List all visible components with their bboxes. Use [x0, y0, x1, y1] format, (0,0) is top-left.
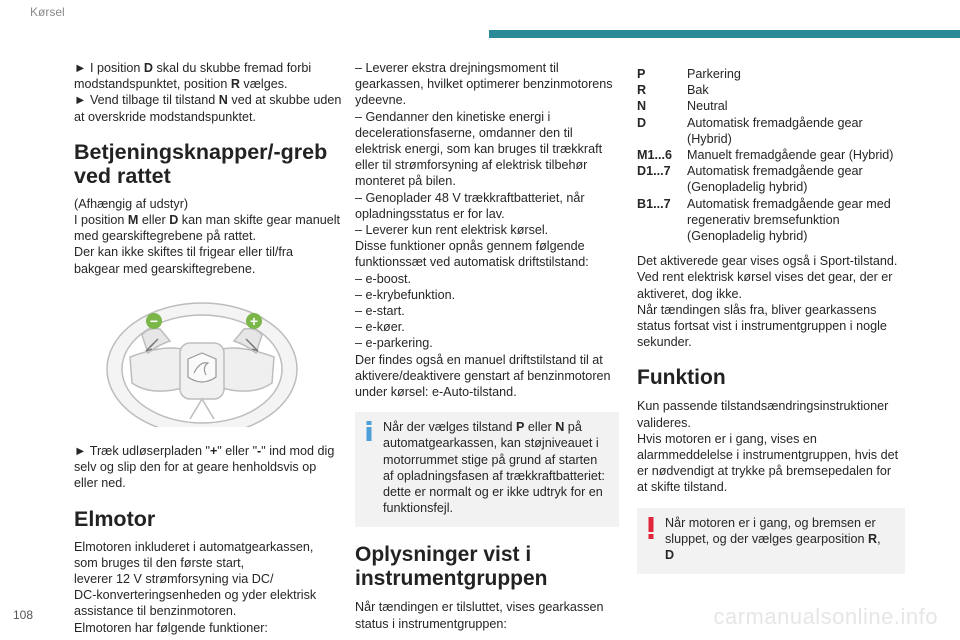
gear-desc: Automatisk fremadgående gear med regenerativ bremsefunktion (Genopladelig hybrid): [687, 196, 891, 244]
paragraph: [74, 539, 342, 636]
gear-key: P: [637, 67, 646, 81]
gear-table: [637, 66, 905, 244]
section-heading: Elmotor: [74, 506, 156, 531]
paragraph: ► I position D skal du skubbe fremad forbi modstandspunktet, position R vælges.: [74, 61, 312, 92]
gear-desc: Manuelt fremadgående gear (Hybrid): [687, 148, 894, 163]
gear-row: [637, 115, 905, 147]
paragraph: Det aktiverede gear vises også i Sport-tilstand. Ved rent elektrisk kørsel vises det gear, der er aktiveret, dog ikke.: [637, 254, 898, 301]
gear-key: D: [637, 115, 647, 130]
text-line: assistance til benzinmotoren.: [74, 604, 237, 619]
text-line: Elmotoren inkluderet i automatgearkassen,: [74, 539, 314, 554]
gear-desc: Neutral: [687, 99, 728, 114]
list-item: – e-start.: [355, 304, 405, 319]
brand-logo: [188, 353, 216, 382]
text-line: Elmotoren har følgende funktioner:: [74, 620, 268, 635]
list-item: – e-køer.: [355, 320, 405, 335]
list-item: – Leverer kun rent elektrisk kørsel.: [355, 223, 549, 238]
paragraph: Der findes også en manuel driftstilstand til at aktivere/deaktivere genstart af benzinmotoren under kørsel: e-Auto-tilstand.: [355, 352, 611, 400]
warning-text: Når motoren er i gang, og bremsen er sluppet, og der vælges gearposition R, D: [665, 515, 881, 563]
paragraph: I position M eller D kan man skifte gear manuelt med gearskiftegrebene på rattet.: [74, 213, 341, 244]
gear-row: [637, 82, 905, 98]
header-accent-bar: [489, 30, 960, 38]
list-item: – Leverer ekstra drejningsmoment til gearkassen, hvilket optimerer benzinmotorens ydeevne.: [355, 61, 613, 108]
section-heading: Funktion: [637, 366, 726, 390]
steering-wheel-illustration: [102, 287, 302, 427]
gear-row: [637, 147, 905, 163]
minus-label: −: [149, 312, 159, 329]
page-number: 108: [13, 608, 34, 622]
list-item: – e-boost.: [355, 271, 412, 286]
info-note: [355, 412, 619, 527]
column-left: [74, 60, 342, 636]
gear-row: [637, 163, 905, 195]
paragraph: Når tændingen slås fra, bliver gearkassens status fortsat vist i instrumentgruppen i nogle sekunder.: [637, 302, 887, 350]
note-text: Når der vælges tilstand P eller N på automatgearkassen, kan støjniveauet i motorrummet stige på grund af starten af opladningsfasen af trækkraftbatteriet: dette er normalt og er ikke udtryk for en funktionsfejl.: [383, 420, 605, 516]
paragraph: ► Vend tilbage til tilstand N ved at skubbe uden at overskride modstandspunktet.: [74, 93, 342, 124]
gear-key: M1...6: [637, 148, 672, 163]
paragraph: ► Træk udløserpladen "+" eller "-" ind mod dig selv og slip den for at geare henholdsvis op eller ned.: [74, 444, 335, 491]
gear-row: [637, 98, 905, 114]
column-right: [637, 60, 905, 574]
paragraph: Kun passende tilstandsændringsinstruktioner valideres.: [637, 399, 889, 430]
list-item: – e-parkering.: [355, 336, 433, 351]
list-item: – e-krybefunktion.: [355, 287, 456, 302]
paragraph: Når tændingen er tilsluttet, vises gearkassen status i instrumentgruppen:: [355, 600, 604, 631]
info-icon: [364, 421, 374, 441]
gear-key: D1...7: [637, 164, 671, 179]
gear-key: R: [637, 83, 647, 98]
column-middle: [355, 60, 619, 632]
gear-desc: Bak: [687, 83, 709, 98]
gear-row: [637, 196, 905, 245]
paragraph: (Afhængig af udstyr): [74, 196, 189, 211]
text-line: DC-konverteringsenheden og yder elektrisk: [74, 588, 317, 603]
gear-desc: Parkering: [687, 67, 741, 81]
list-item: – Gendanner den kinetiske energi i decelerationsfaserne, omdanner den til elektrisk energi, som kan bruges til trækkraft eller til strømforsyning af elektrisk tilbehør monteret på bilen.: [355, 109, 603, 189]
warning-note: [637, 508, 905, 575]
gear-row: [637, 66, 905, 82]
gear-desc: Automatisk fremadgående gear (Hybrid): [687, 115, 863, 146]
text-line: leverer 12 V strømforsyning via DC/: [74, 572, 274, 587]
section-header: Kørsel: [30, 5, 65, 19]
section-heading: Oplysninger vist i instrumentgruppen: [355, 543, 548, 591]
text-line: som bruges til den første start,: [74, 555, 245, 570]
warning-icon: [646, 517, 656, 539]
plus-label: +: [249, 312, 259, 329]
gear-key: B1...7: [637, 196, 671, 211]
section-heading: Betjeningsknapper/-greb ved rattet: [74, 139, 328, 188]
paragraph: Disse funktioner opnås gennem følgende funktionssæt ved automatisk driftstilstand:: [355, 239, 589, 270]
watermark: carmanualsonline.info: [713, 604, 938, 629]
paragraph: Der kan ikke skiftes til frigear eller til/fra bakgear med gearskiftegrebene.: [74, 245, 294, 276]
list-item: – Genoplader 48 V trækkraftbatteriet, når opladningsstatus er for lav.: [355, 190, 585, 221]
paragraph: Hvis motoren er i gang, vises en alarmmeddelelse i instrumentgruppen, hvis det er nødvendigt at trykke på bremsepedalen for at skifte tilstand.: [637, 431, 899, 495]
gear-key: N: [637, 99, 647, 114]
gear-desc: Automatisk fremadgående gear (Genopladelig hybrid): [687, 164, 863, 195]
